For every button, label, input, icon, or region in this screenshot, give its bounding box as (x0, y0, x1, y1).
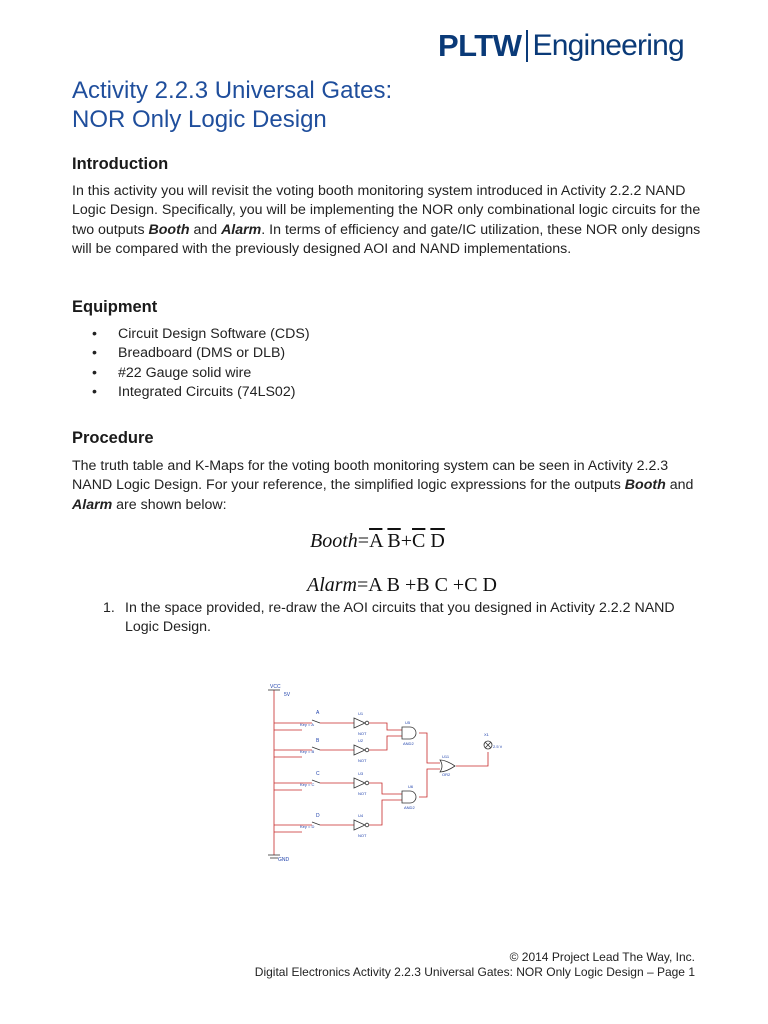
alarm-rhs: =A B +B C +C D (357, 574, 497, 596)
not-gate-u4 (354, 820, 365, 830)
equipment-item: • Integrated Circuits (74LS02) (92, 383, 310, 402)
and-gate-u6 (402, 791, 416, 803)
proc-booth: Booth (624, 477, 666, 494)
booth-term-b: $\overline{B}$ (387, 530, 401, 552)
probe-value: 2.5 V (493, 744, 502, 749)
procedure-paragraph (72, 457, 712, 515)
logo-mark: PLTW (438, 28, 522, 63)
u3-type: NOT (358, 791, 367, 796)
switch-c-label: C (316, 771, 320, 777)
vcc-value: 5V (284, 692, 291, 698)
intro-alarm: Alarm (221, 221, 262, 238)
equipment-item: • Breadboard (DMS or DLB) (92, 344, 310, 363)
and-gate-u5 (402, 727, 416, 739)
intro-booth: Booth (148, 221, 190, 238)
proc-text-2: are shown below: (112, 496, 227, 513)
u11-ref: U11 (442, 754, 450, 759)
switch-d-key: Key = D (300, 824, 315, 829)
equipment-item: • Circuit Design Software (CDS) (92, 325, 310, 344)
intro-and: and (189, 221, 222, 238)
u4-type: NOT (358, 833, 367, 838)
footer-copyright: © 2014 Project Lead The Way, Inc. (509, 950, 695, 964)
or-gate-u11 (440, 760, 455, 772)
logo-divider (526, 30, 528, 62)
u4-ref: U4 (358, 813, 364, 818)
booth-term-c: $\overline{C}$ (412, 530, 426, 552)
switch-c-key: Key = C (300, 782, 315, 787)
booth-plus: + (400, 530, 413, 552)
page-title (72, 76, 392, 134)
procedure-heading: Procedure (72, 429, 154, 447)
u3-ref: U3 (358, 771, 364, 776)
equipment-heading: Equipment (72, 298, 158, 316)
u2-type: NOT (358, 758, 367, 763)
switch-d (274, 813, 354, 832)
probe-ref: X1 (484, 732, 489, 737)
introduction-heading: Introduction (72, 155, 169, 173)
u11-type: OR2 (442, 772, 451, 777)
booth-equation (310, 530, 445, 553)
u1-ref: U1 (358, 711, 364, 716)
booth-term-a: $\overline{A}$ (369, 530, 383, 552)
switch-b (274, 738, 354, 757)
not-gate-u1 (354, 718, 365, 728)
proc-text-1: The truth table and K-Maps for the voting booth monitoring system can be seen in Activity 2.2.3 NAND Logic Design. For your reference, the simplified logic expressions for the outputs (72, 458, 669, 494)
alarm-lhs: Alarm (307, 574, 357, 596)
pltw-logo (438, 26, 684, 66)
introduction-paragraph (72, 182, 712, 259)
u6-type: AND2 (404, 805, 415, 810)
proc-and: and (665, 477, 694, 494)
switch-d-label: D (316, 813, 320, 819)
not-gate-u2 (354, 745, 365, 755)
switch-b-label: B (316, 738, 320, 744)
title-line-1: Activity 2.2.3 Universal Gates: (72, 77, 393, 104)
proc-alarm: Alarm (72, 496, 113, 513)
u2-ref: U2 (358, 738, 364, 743)
alarm-equation (307, 574, 497, 597)
booth-lhs: Booth (310, 530, 358, 552)
logo-text: Engineering (532, 29, 684, 62)
step-number: 1. (103, 600, 115, 616)
not-gate-u3 (354, 778, 365, 788)
gnd-label: GND (278, 857, 290, 863)
intro-text-2: . In terms of efficiency and gate/IC utilization, these NOR only designs will be compared with the previously designed AOI and NAND implementations. (72, 221, 701, 257)
u6-ref: U6 (408, 784, 414, 789)
intro-text-1: In this activity you will revisit the voting booth monitoring system introduced in Activity 2.2.2 NAND Logic Design. Specifically, you will be implementing the NOR only combinational logic circuits for the two outputs (72, 183, 701, 238)
probe-lamp (484, 741, 492, 749)
u5-type: AND2 (403, 741, 414, 746)
equipment-item: • #22 Gauge solid wire (92, 364, 310, 383)
title-line-2: NOR Only Logic Design (72, 106, 327, 133)
switch-b-key: Key = B (300, 749, 315, 754)
switch-a (274, 710, 354, 730)
switch-c (274, 771, 354, 790)
switch-a-key: Key = A (300, 722, 314, 727)
vcc-label: VCC (270, 684, 281, 690)
aoi-circuit-diagram (262, 680, 502, 865)
equipment-list (92, 325, 310, 403)
step-text: In the space provided, re-draw the AOI circuits that you designed in Activity 2.2.2 NAND Logic Design. (125, 600, 675, 636)
switch-a-label: A (316, 710, 320, 716)
footer-page: Digital Electronics Activity 2.2.3 Universal Gates: NOR Only Logic Design – Page 1 (254, 965, 695, 979)
booth-equals: = (357, 530, 370, 552)
u1-type: NOT (358, 731, 367, 736)
booth-term-d: $\overline{D}$ (430, 530, 445, 552)
u5-ref: U5 (405, 720, 411, 725)
